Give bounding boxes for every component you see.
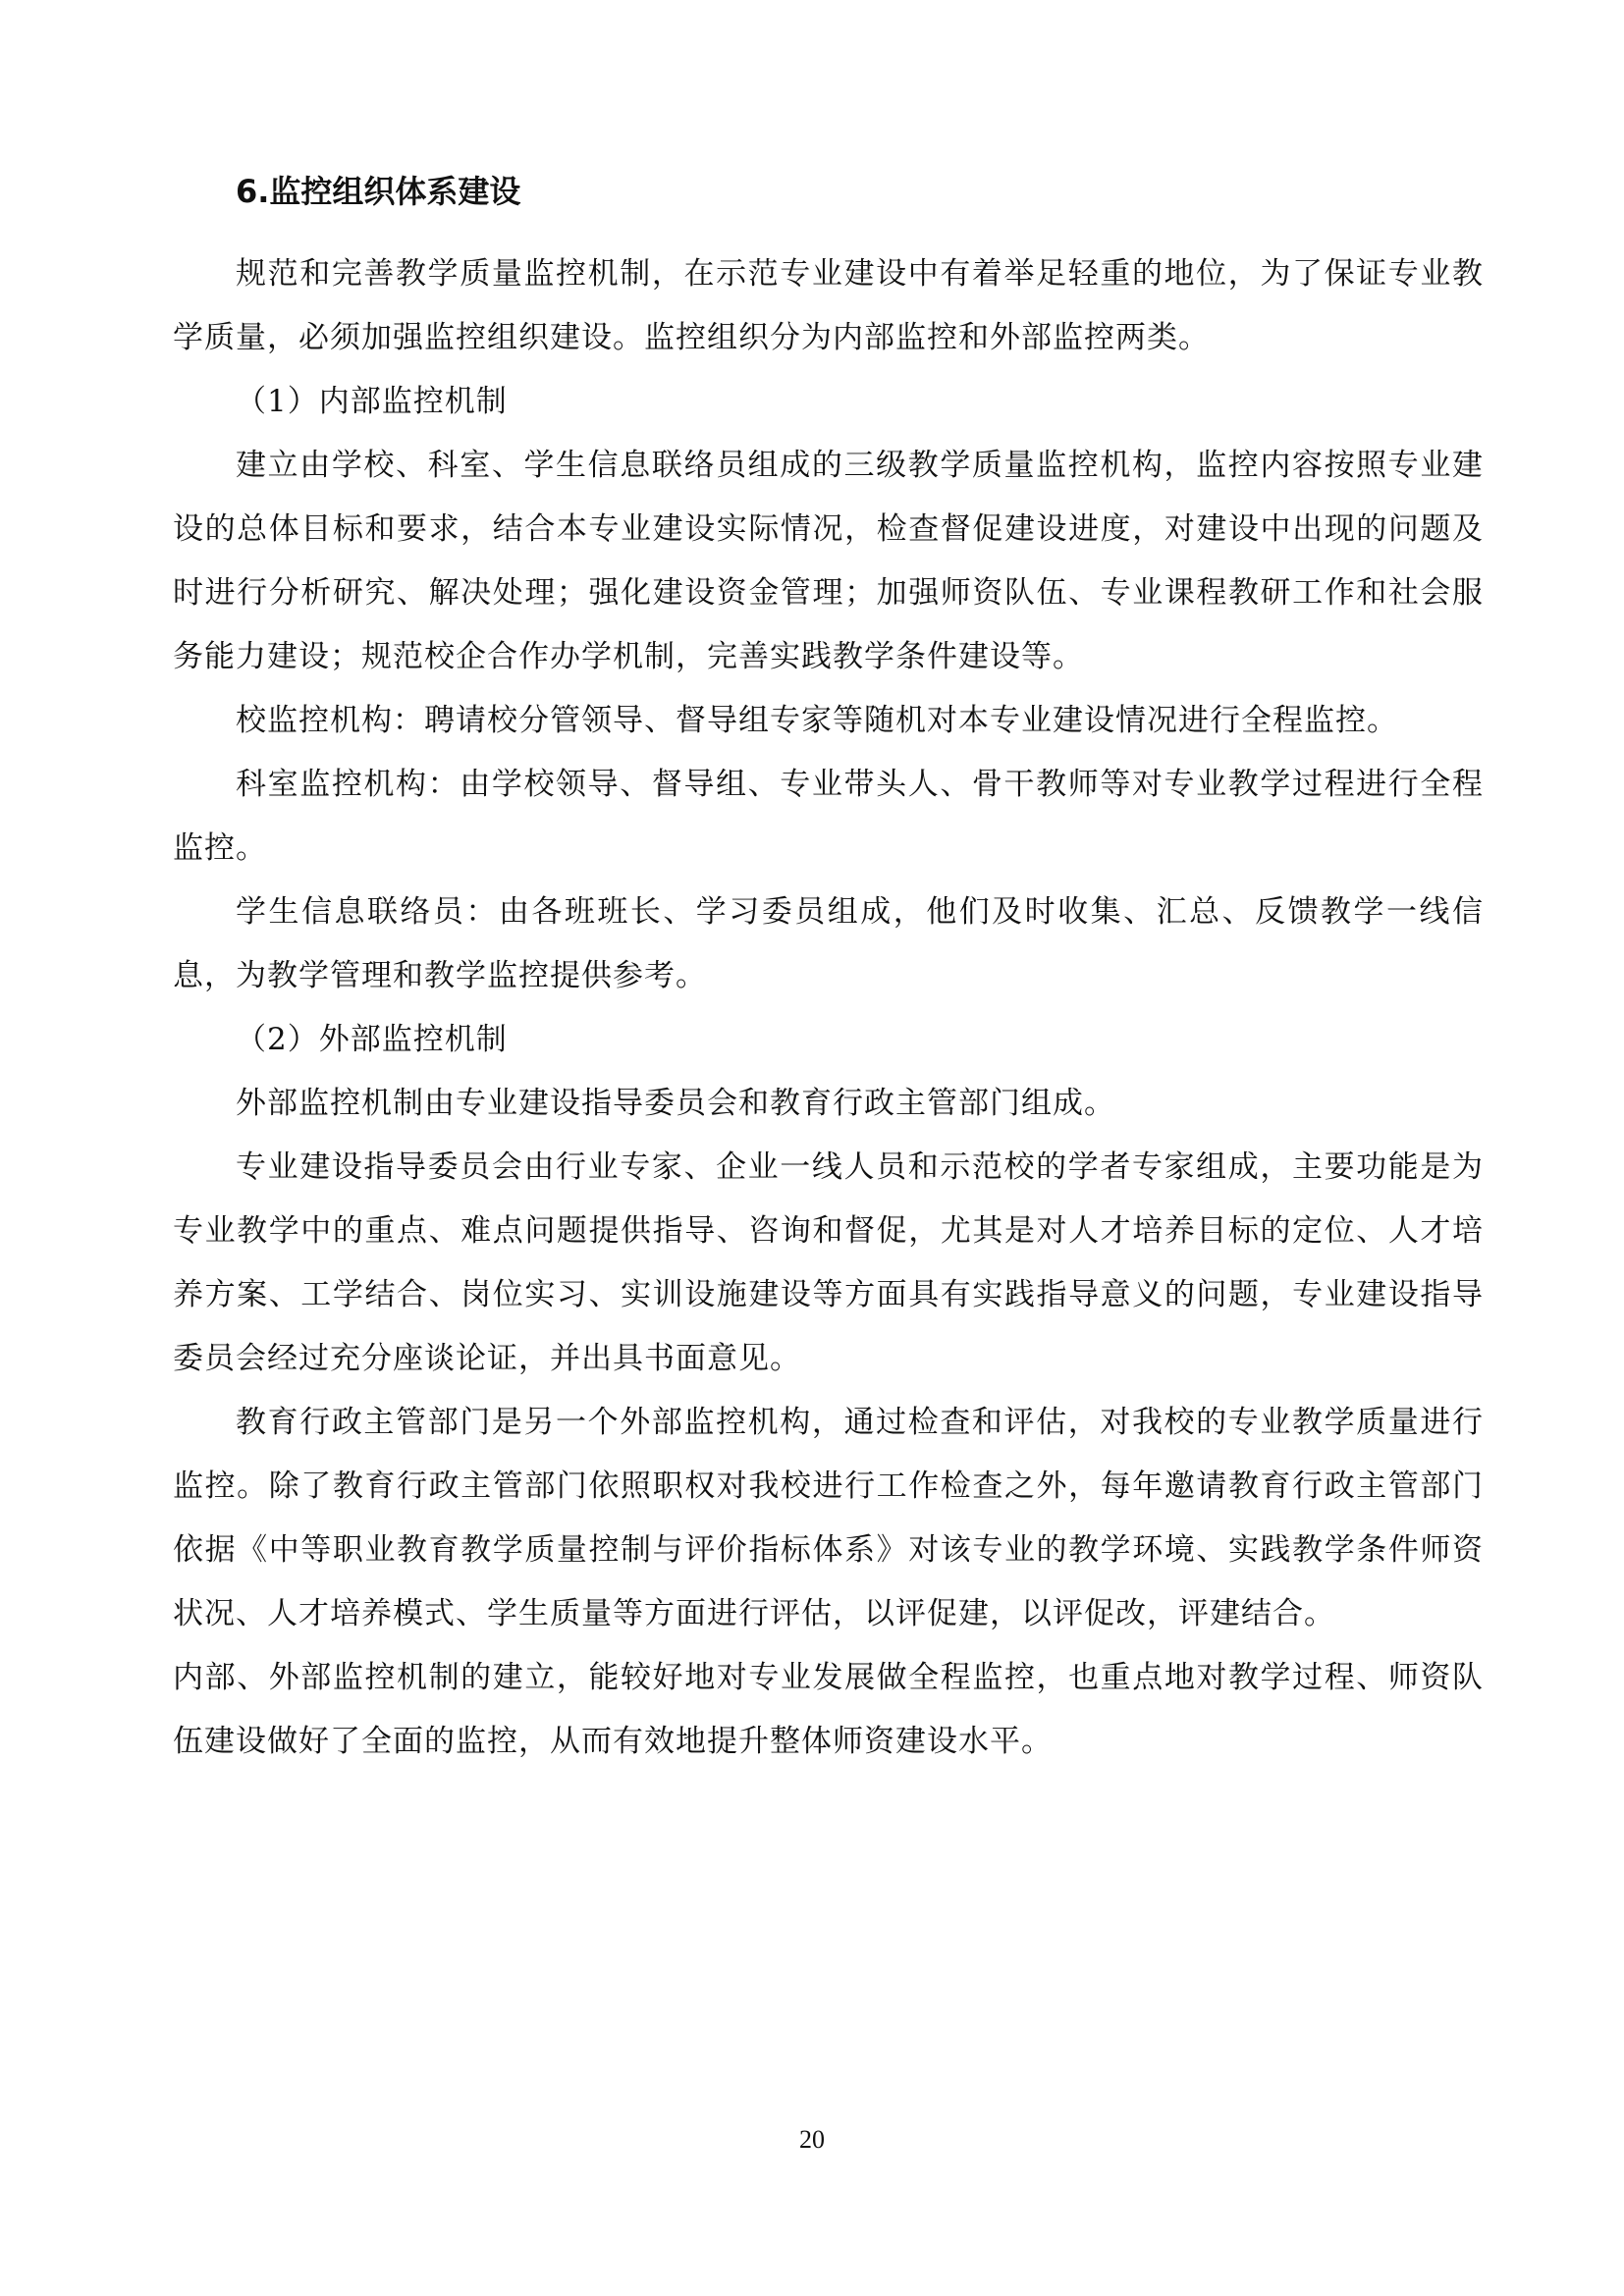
external-paragraph-authority: 教育行政主管部门是另一个外部监控机构，通过检查和评估，对我校的专业教学质量进行监控。除了教育行政主管部门依照职权对我校进行工作检查之外，每年邀请教育行政主管部门依据《中等职业教育教学质量控制与评价指标体系》对该专业的教学环境、实践教学条件师资状况、人才培养模式、学生质量等方面进行评估，以评促建，以评促改，评建结合。 [173, 1405, 1484, 1631]
closing-paragraph: 内部、外部监控机制的建立，能较好地对专业发展做全程监控，也重点地对教学过程、师资队伍建设做好了全面的监控，从而有效地提升整体师资建设水平。 [173, 1660, 1484, 1759]
internal-paragraph-structure: 建立由学校、科室、学生信息联络员组成的三级教学质量监控机构，监控内容按照专业建设的总体目标和要求，结合本专业建设实际情况，检查督促建设进度，对建设中出现的问题及时进行分析研究、解决处理；强化建设资金管理；加强师资队伍、专业课程教研工作和社会服务能力建设；规范校企合作办学机制，完善实践教学条件建设等。 [173, 448, 1484, 674]
external-paragraph-composition: 外部监控机制由专业建设指导委员会和教育行政主管部门组成。 [236, 1086, 1115, 1121]
internal-paragraph-school: 校监控机构：聘请校分管领导、督导组专家等随机对本专业建设情况进行全程监控。 [236, 703, 1398, 738]
external-paragraph-committee: 专业建设指导委员会由行业专家、企业一线人员和示范校的学者专家组成，主要功能是为专业教学中的重点、难点问题提供指导、咨询和督促，尤其是对人才培养目标的定位、人才培养方案、工学结合、岗位实习、实训设施建设等方面具有实践指导意义的问题，专业建设指导委员会经过充分座谈论证，并出具书面意见。 [173, 1149, 1484, 1376]
internal-monitoring-title: （1）内部监控机制 [236, 384, 508, 419]
internal-paragraph-liaison: 学生信息联络员：由各班班长、学习委员组成，他们及时收集、汇总、反馈教学一线信息，为教学管理和教学监控提供参考。 [173, 894, 1484, 993]
internal-paragraph-department: 科室监控机构：由学校领导、督导组、专业带头人、骨干教师等对专业教学过程进行全程监控。 [173, 767, 1484, 866]
section-heading: 6.监控组织体系建设 [236, 173, 521, 210]
external-monitoring-title: （2）外部监控机制 [236, 1022, 508, 1057]
page-number: 20 [799, 2125, 825, 2154]
page-content [173, 162, 1484, 1774]
intro-paragraph: 规范和完善教学质量监控机制，在示范专业建设中有着举足轻重的地位，为了保证专业教学质量，必须加强监控组织建设。监控组织分为内部监控和外部监控两类。 [173, 256, 1484, 355]
